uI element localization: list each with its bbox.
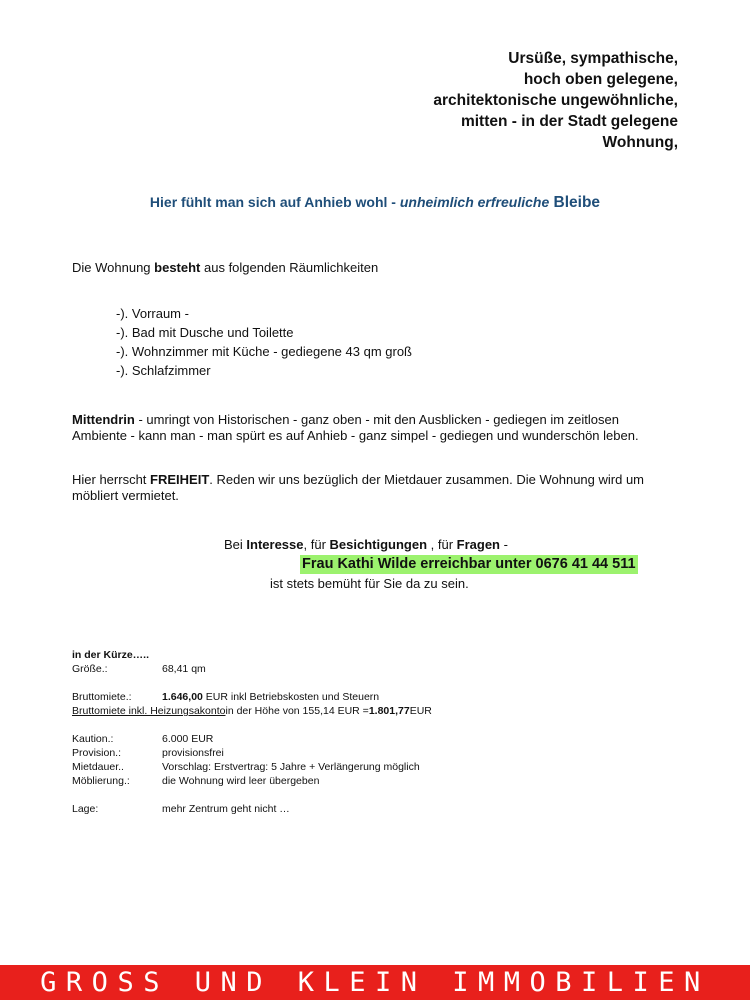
fact-label: Kaution.: (72, 733, 114, 745)
tagline-part-3: Bleibe (549, 194, 601, 211)
fact-value: Vorschlag: Erstvertrag: 5 Jahre + Verlängerung möglich (162, 761, 420, 773)
fact-value: EUR inkl Betriebskosten und Steuern (202, 691, 380, 703)
fact-row-location (72, 802, 432, 816)
rooms-intro (72, 260, 378, 275)
fact-label: Mietdauer.. (72, 761, 124, 773)
contact-bold: Besichtigungen (329, 537, 428, 552)
fact-row-size (72, 662, 432, 676)
fact-value-bold: 1.646,00 (162, 691, 203, 703)
fact-row-furnishing (72, 774, 432, 788)
tagline (0, 194, 750, 212)
fact-label: Möblierung.: (72, 775, 130, 787)
fact-row-heating (72, 704, 432, 718)
fact-label: Bruttomiete.: (72, 691, 132, 703)
fact-row-commission (72, 746, 432, 760)
tagline-part-1: Hier fühlt man sich auf Anhieb wohl - (149, 194, 400, 210)
fact-value: 68,41 qm (162, 663, 206, 675)
brand-name: GROSS UND KLEIN IMMOBILIEN (40, 967, 710, 998)
headline-line: Ursüße, sympathische, (508, 50, 678, 67)
paragraph-bold: FREIHEIT (150, 472, 210, 487)
description-paragraph (72, 412, 672, 443)
headline-line: Wohnung, (602, 134, 678, 151)
paragraph-bold: Mittendrin (72, 412, 135, 427)
freedom-paragraph (72, 472, 672, 503)
facts-section (72, 648, 432, 816)
intro-text-end: aus folgenden Räumlichkeiten (200, 260, 379, 275)
listing-headline (433, 48, 678, 153)
paragraph-text-end: . Reden wir uns bezüglich der Mietdauer zusammen. Die Wohnung wird um möbliert vermietet. (72, 472, 645, 503)
contact-text: - (500, 537, 508, 552)
headline-line: hoch oben gelegene, (523, 71, 678, 88)
fact-value-bold: 1.801,77 (368, 705, 410, 717)
fact-row-duration (72, 760, 432, 774)
tagline-italic: unheimlich erfreuliche (399, 194, 550, 210)
contact-bold: Interesse (246, 537, 304, 552)
room-item: -). Vorraum - (116, 306, 189, 321)
paragraph-text: - umringt von Historischen - ganz oben - mit den Ausblicken - gediegen im zeitlosen Ambiente - kann man - man spürt es auf Anhieb - ganz simpel - gediegen und wunderschön leben. (72, 412, 639, 443)
fact-label: Provision.: (72, 747, 122, 759)
contact-intro (224, 535, 638, 554)
fact-value: mehr Zentrum geht nicht … (162, 803, 290, 815)
fact-value: die Wohnung wird leer übergeben (162, 775, 320, 787)
fact-row-rent (72, 690, 432, 704)
room-item: -). Bad mit Dusche und Toilette (116, 325, 294, 340)
intro-text: Die Wohnung (72, 260, 155, 275)
contact-text: , für (427, 537, 457, 552)
contact-closing: ist stets bemüht für Sie da zu sein. (270, 576, 469, 591)
facts-title: in der Kürze….. (72, 649, 150, 661)
fact-value: provisionsfrei (162, 747, 224, 759)
room-item: -). Wohnzimmer mit Küche - gediegene 43 qm groß (116, 344, 412, 359)
fact-label: Lage: (72, 803, 99, 815)
room-item: -). Schlafzimmer (116, 363, 211, 378)
contact-text: , für (303, 537, 330, 552)
rooms-list (116, 304, 412, 380)
fact-row-deposit (72, 732, 432, 746)
headline-line: mitten - in der Stadt gelegene (460, 113, 678, 130)
fact-value: EUR (409, 705, 432, 717)
fact-label: Größe.: (72, 663, 108, 675)
paragraph-text: Hier herrscht (72, 472, 151, 487)
brand-footer (0, 965, 750, 1000)
contact-phone-highlight: Frau Kathi Wilde erreichbar unter 0676 41 44 511 (302, 556, 636, 572)
intro-bold: besteht (154, 260, 201, 275)
contact-text: Bei (224, 537, 247, 552)
contact-block (224, 535, 638, 593)
headline-line: architektonische ungewöhnliche, (433, 92, 678, 109)
fact-value: in der Höhe von 155,14 EUR = (225, 705, 369, 717)
fact-label-underlined: Bruttomiete inkl. Heizungsakonto (72, 705, 226, 717)
fact-value: 6.000 EUR (162, 733, 214, 745)
contact-bold: Fragen (456, 537, 500, 552)
